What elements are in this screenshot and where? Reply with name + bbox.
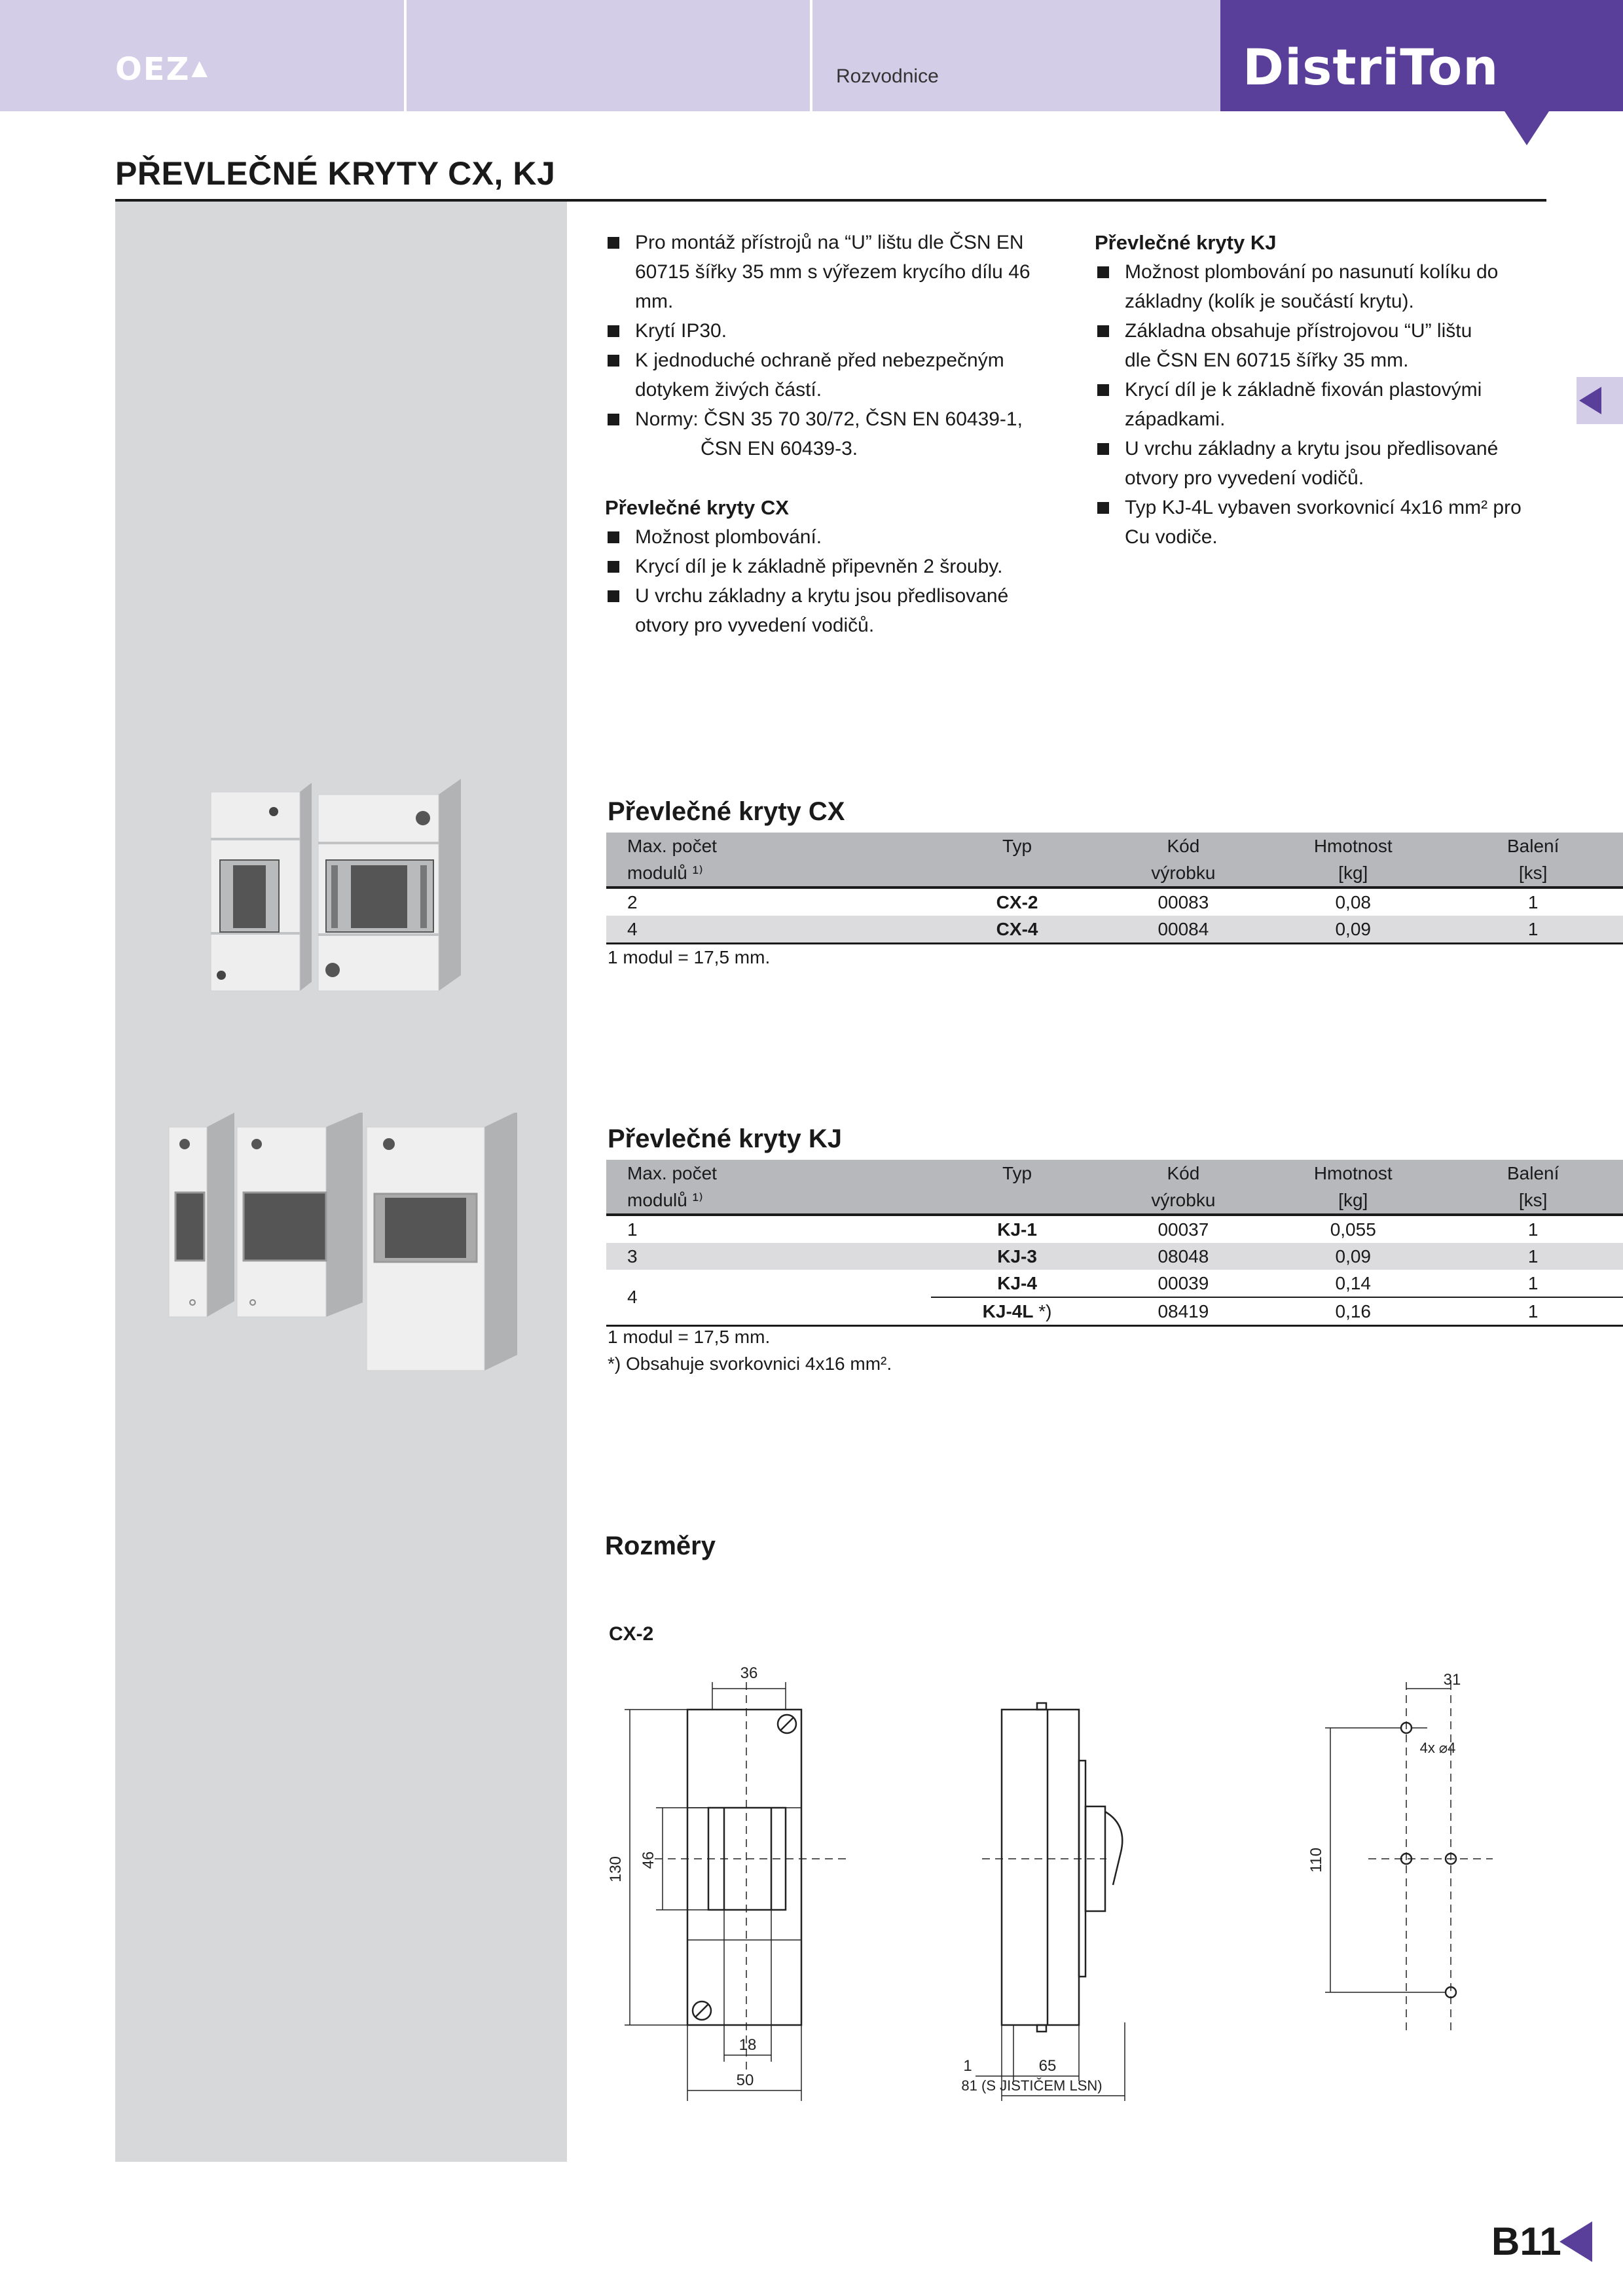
oez-logo: OEZ▲	[115, 51, 210, 88]
cell-moduly: 3	[606, 1243, 931, 1270]
dimension-drawing	[589, 1656, 1545, 2101]
cell-typ: CX-2	[996, 891, 1038, 912]
kj-product-photo	[162, 1113, 522, 1374]
table-row	[606, 888, 1623, 916]
cell-typ	[931, 1297, 1104, 1326]
brand-name: DistriTon	[1243, 38, 1499, 96]
kj-table-title: Převlečné kryty KJ	[608, 1124, 843, 1153]
kj-feature-item: Krycí díl je k základně fixován plastovými západkami.	[1095, 375, 1550, 434]
header-moduly-2: modulů ¹⁾	[606, 1187, 931, 1215]
cx-product-photo	[196, 779, 484, 995]
header-typ: Typ	[931, 1160, 1104, 1187]
dim-label: 18	[739, 2036, 757, 2054]
header-divider	[404, 0, 407, 111]
cell-hmotnost: 0,16	[1263, 1297, 1443, 1326]
table-header-row	[606, 1160, 1623, 1187]
cx-table-title: Převlečné kryty CX	[608, 797, 845, 826]
kj-features-heading: Převlečné kryty KJ	[1095, 231, 1277, 254]
dim-label: 31	[1443, 1671, 1461, 1689]
cx-table	[606, 833, 1623, 944]
dimensions-subtitle: CX-2	[609, 1623, 654, 1645]
table-header-row	[606, 833, 1623, 859]
cell-kod: 00037	[1158, 1219, 1209, 1240]
page-title: PŘEVLEČNÉ KRYTY CX, KJ	[115, 155, 556, 192]
kj-table-footnote: *) Obsahuje svorkovnici 4x16 mm².	[608, 1354, 892, 1374]
cell-kod: 00083	[1158, 891, 1209, 912]
header-divider	[810, 0, 812, 111]
cx-feature-list	[605, 522, 1063, 640]
cell-hmotnost: 0,09	[1263, 1243, 1443, 1270]
kj-feature-item: U vrchu základny a krytu jsou předlisované otvory pro vyvedení vodičů.	[1095, 434, 1531, 493]
header-typ-2	[931, 1187, 1104, 1215]
dim-label: 65	[1038, 2057, 1057, 2075]
intro-bullet-list	[605, 228, 1063, 434]
cell-moduly: 4	[606, 916, 930, 944]
section-label: Rozvodnice	[836, 65, 939, 87]
mounting-view	[1325, 1682, 1493, 2036]
intro-bullet: K jednoduché ochraně před nebezpečným dotykem živých částí.	[605, 346, 1063, 404]
kj-feature-item: Možnost plombování po nasunutí kolíku do základny (kolík je součástí krytu).	[1095, 257, 1550, 316]
table-row	[606, 1270, 1623, 1297]
cell-hmotnost: 0,08	[1335, 891, 1371, 912]
cx-table-note: 1 modul = 17,5 mm.	[608, 947, 771, 967]
table-row	[606, 916, 1623, 944]
dim-label: 4x ⌀4	[1419, 1740, 1456, 1756]
cell-baleni: 1	[1527, 1219, 1539, 1240]
kj-feature-item: Základna obsahuje přístrojovou “U” lištu dle ČSN EN 60715 šířky 35 mm.	[1095, 316, 1478, 375]
side-view	[976, 1703, 1125, 2101]
header-hmotnost: Hmotnost	[1263, 833, 1443, 859]
header-hmotnost: Hmotnost	[1263, 1160, 1443, 1187]
cell-kod: 00039	[1104, 1270, 1263, 1297]
dim-label: 46	[640, 1851, 657, 1869]
header-typ: Typ	[930, 833, 1103, 859]
intro-column-left	[605, 228, 1063, 640]
cell-kod: 00084	[1104, 916, 1263, 944]
cell-typ: KJ-3	[931, 1243, 1104, 1270]
table-header-row	[606, 859, 1623, 888]
header-baleni: Balení	[1443, 1160, 1623, 1187]
cell-typ-code: KJ-4L	[982, 1300, 1034, 1321]
cell-baleni: 1	[1443, 916, 1623, 944]
cell-typ: KJ-1	[997, 1219, 1037, 1240]
kj-feature-list	[1095, 257, 1550, 552]
page-number: B11	[1491, 2219, 1561, 2263]
cell-hmotnost: 0,09	[1263, 916, 1443, 944]
header-kod: Kód	[1104, 1160, 1263, 1187]
header-baleni-2: [ks]	[1443, 1187, 1623, 1215]
kj-feature-item: Typ KJ-4L vybaven svorkovnicí 4x16 mm² pro Cu vodiče.	[1095, 493, 1550, 552]
intro-bullet: Pro montáž přístrojů na “U” lištu dle ČSN EN 60715 šířky 35 mm s výřezem krycího dílu 46 mm.	[605, 228, 1063, 316]
side-tab-arrow-icon	[1579, 387, 1601, 414]
header-hmotnost-2: [kg]	[1263, 1187, 1443, 1215]
cell-moduly: 4	[606, 1270, 931, 1326]
cell-moduly: 2	[627, 891, 638, 912]
front-view	[625, 1682, 851, 2101]
header-moduly: Max. počet	[606, 833, 930, 859]
cell-typ: CX-4	[930, 916, 1103, 944]
header-typ-2	[930, 859, 1103, 888]
intro-bullet: Normy: ČSN 35 70 30/72, ČSN EN 60439-1,	[605, 404, 1063, 434]
cell-baleni: 1	[1443, 1297, 1623, 1326]
kj-table	[606, 1160, 1623, 1327]
table-row	[606, 1215, 1623, 1243]
cell-baleni: 1	[1443, 1243, 1623, 1270]
header-kod-2: výrobku	[1104, 1187, 1263, 1215]
intro-bullet: Krytí IP30.	[605, 316, 1063, 346]
cell-typ-footnote: *)	[1033, 1300, 1052, 1321]
cx-feature-item: Krycí díl je k základně připevněn 2 šrouby.	[605, 552, 1063, 581]
header-moduly: Max. počet	[606, 1160, 931, 1187]
dim-label: 1	[963, 2057, 972, 2075]
dimensions-title: Rozměry	[605, 1532, 716, 1560]
header-baleni: Balení	[1443, 833, 1623, 859]
cell-hmotnost: 0,14	[1263, 1270, 1443, 1297]
header-baleni-2: [ks]	[1443, 859, 1623, 888]
dim-label: 36	[740, 1664, 758, 1682]
cell-hmotnost: 0,055	[1330, 1219, 1376, 1240]
cx-feature-item: Možnost plombování.	[605, 522, 1063, 552]
dim-label: 81 (S JISTIČEM LSN)	[961, 2077, 1103, 2094]
kj-table-note: 1 modul = 17,5 mm.	[608, 1327, 771, 1347]
header-moduly-2: modulů ¹⁾	[606, 859, 930, 888]
cx-features-heading: Převlečné kryty CX	[605, 496, 789, 519]
dim-label: 110	[1307, 1847, 1325, 1873]
logo-triangle-icon: ▲	[191, 55, 210, 80]
intro-column-right	[1095, 228, 1550, 552]
table-row	[606, 1243, 1623, 1270]
header-hmotnost-2: [kg]	[1263, 859, 1443, 888]
cell-baleni: 1	[1443, 1270, 1623, 1297]
cell-typ: KJ-4	[931, 1270, 1104, 1297]
dim-label: 130	[607, 1856, 625, 1883]
header-kod: Kód	[1104, 833, 1263, 859]
cx-feature-item: U vrchu základny a krytu jsou předlisované otvory pro vyvedení vodičů.	[605, 581, 1028, 640]
table-header-row	[606, 1187, 1623, 1215]
header-kod-2: výrobku	[1104, 859, 1263, 888]
dim-label: 50	[736, 2072, 754, 2089]
cell-kod: 08419	[1104, 1297, 1263, 1326]
brand-notch	[1504, 111, 1549, 145]
cell-baleni: 1	[1527, 891, 1539, 912]
cell-moduly: 1	[627, 1219, 638, 1240]
page-arrow-icon	[1559, 2221, 1592, 2262]
cell-kod: 08048	[1104, 1243, 1263, 1270]
intro-norms-continuation: ČSN EN 60439-3.	[701, 438, 858, 459]
